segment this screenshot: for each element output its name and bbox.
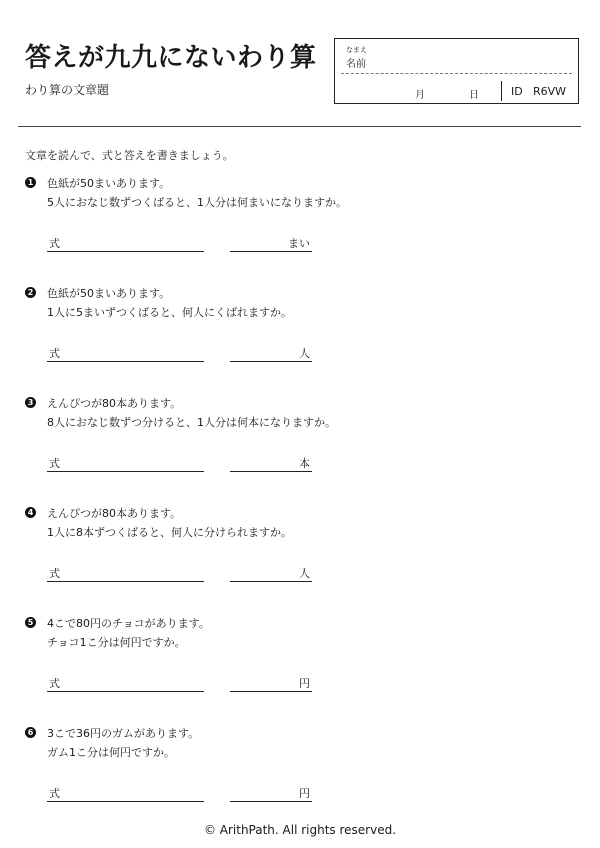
problem-6 <box>25 725 585 835</box>
day-label: 日 <box>469 90 479 101</box>
problem-text-line1: 3こで36円のガムがあります。 <box>47 727 200 740</box>
answer-field[interactable] <box>230 567 312 582</box>
formula-answer-field[interactable] <box>47 677 204 692</box>
formula-answer-field[interactable] <box>47 567 204 582</box>
problem-number: 6 <box>25 727 36 738</box>
name-box <box>334 38 579 104</box>
problem-5 <box>25 615 585 725</box>
problem-text-line2: 8人におなじ数ずつ分けると、1人分は何本になりますか。 <box>47 416 336 429</box>
instruction-text: 文章を読んで、式と答えを書きましょう。 <box>25 149 234 162</box>
problem-2 <box>25 285 585 395</box>
answer-unit: 円 <box>299 787 310 800</box>
formula-label: 式 <box>49 347 60 360</box>
month-label: 月 <box>415 90 425 101</box>
problem-text-line2: 5人におなじ数ずつくばると、1人分は何まいになりますか。 <box>47 196 347 209</box>
id-separator <box>501 81 502 101</box>
answer-field[interactable] <box>230 347 312 362</box>
problem-1 <box>25 175 585 285</box>
problem-3 <box>25 395 585 505</box>
answer-unit: まい <box>288 237 310 250</box>
formula-label: 式 <box>49 237 60 250</box>
formula-answer-field[interactable] <box>47 787 204 802</box>
problem-number: 1 <box>25 177 36 188</box>
header-divider <box>18 126 581 127</box>
formula-answer-field[interactable] <box>47 237 204 252</box>
problem-text-line1: 色紙が50まいあります。 <box>47 287 171 300</box>
problem-number: 4 <box>25 507 36 518</box>
answer-field[interactable] <box>230 787 312 802</box>
formula-label: 式 <box>49 677 60 690</box>
answer-unit: 人 <box>299 347 310 360</box>
formula-label: 式 <box>49 567 60 580</box>
worksheet-subtitle: わり算の文章題 <box>25 83 110 97</box>
copyright-footer: © ArithPath. All rights reserved. <box>203 823 397 837</box>
problem-number: 3 <box>25 397 36 408</box>
id-value: R6VW <box>533 85 567 98</box>
id-label: ID <box>511 85 523 98</box>
problem-text-line1: えんぴつが80本あります。 <box>47 507 182 520</box>
problem-text-line2: チョコ1こ分は何円ですか。 <box>47 636 186 649</box>
answer-field[interactable] <box>230 457 312 472</box>
answer-field[interactable] <box>230 237 312 252</box>
name-label: 名前 <box>346 59 366 70</box>
answer-unit: 人 <box>299 567 310 580</box>
problem-text-line1: えんぴつが80本あります。 <box>47 397 182 410</box>
problem-text-line2: 1人に8本ずつくばると、何人に分けられますか。 <box>47 526 292 539</box>
problem-text-line2: 1人に5まいずつくばると、何人にくばれますか。 <box>47 306 292 319</box>
problem-text-line1: 4こで80円のチョコがあります。 <box>47 617 210 630</box>
name-dotted-line <box>341 73 572 74</box>
worksheet-title: 答えが九九にないわり算 <box>25 43 317 73</box>
problem-text-line2: ガム1こ分は何円ですか。 <box>47 746 175 759</box>
problem-number: 2 <box>25 287 36 298</box>
answer-unit: 本 <box>299 457 310 470</box>
problem-text-line1: 色紙が50まいあります。 <box>47 177 171 190</box>
problem-number: 5 <box>25 617 36 628</box>
formula-answer-field[interactable] <box>47 457 204 472</box>
answer-unit: 円 <box>299 677 310 690</box>
problem-4 <box>25 505 585 615</box>
name-furigana: なまえ <box>346 46 367 54</box>
answer-field[interactable] <box>230 677 312 692</box>
formula-label: 式 <box>49 457 60 470</box>
formula-answer-field[interactable] <box>47 347 204 362</box>
formula-label: 式 <box>49 787 60 800</box>
